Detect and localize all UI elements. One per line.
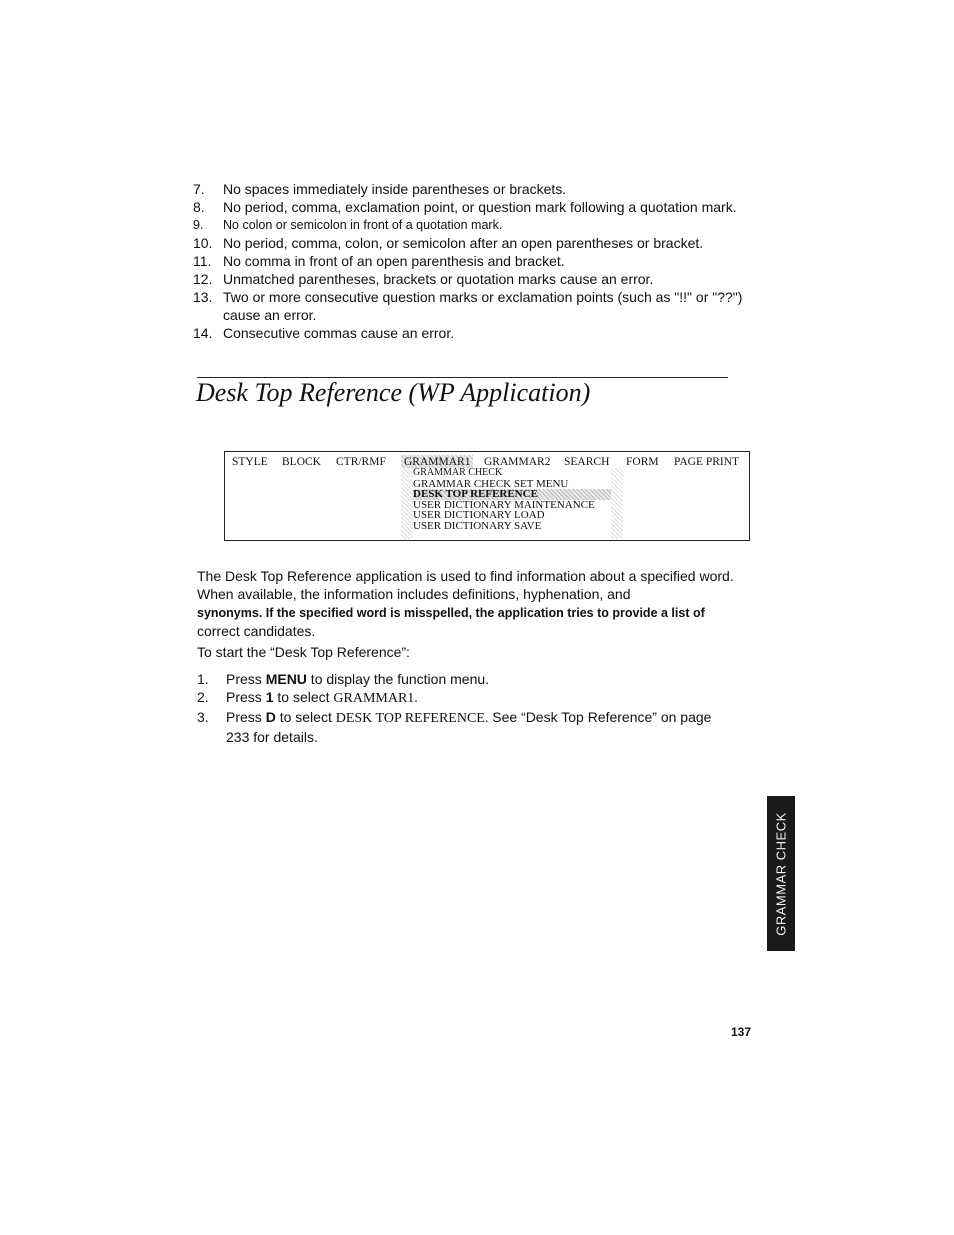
- rule-text: No period, comma, exclamation point, or question mark following a quotation mark.: [223, 199, 737, 215]
- page-number: 137: [731, 1025, 752, 1039]
- step-pre: Press: [226, 709, 266, 725]
- description-paragraph: [197, 567, 757, 640]
- step-key: MENU: [265, 671, 307, 687]
- step-number: 1.: [197, 671, 209, 687]
- rule-text: No spaces immediately inside parentheses or brackets.: [223, 181, 567, 197]
- rule-item: [193, 216, 753, 234]
- step-post: to display the function menu.: [306, 671, 490, 687]
- step-item: [197, 688, 737, 708]
- rule-item: [193, 180, 753, 198]
- step-item: [197, 670, 737, 688]
- menu-item-page-print[interactable]: PAGE PRINT: [674, 456, 740, 468]
- rule-number: 7.: [193, 181, 205, 197]
- rules-list: [193, 180, 753, 342]
- rule-number: 10.: [193, 235, 213, 251]
- step-key: 1: [265, 689, 274, 705]
- dropdown-item-user-dictionary-save[interactable]: USER DICTIONARY SAVE: [413, 519, 542, 532]
- rule-item: [193, 198, 753, 216]
- steps-list: [197, 670, 737, 746]
- rule-text: Consecutive commas cause an error.: [223, 325, 455, 341]
- rule-item: [193, 288, 753, 324]
- section-side-tab: [767, 796, 795, 951]
- menu-item-grammar2[interactable]: GRAMMAR2: [484, 456, 551, 468]
- rule-number: 12.: [193, 271, 213, 287]
- step-post: to select: [275, 709, 336, 725]
- menu-screen: [224, 451, 750, 541]
- rule-number: 11.: [193, 253, 212, 269]
- rule-item: [193, 324, 753, 342]
- rule-number: 8.: [193, 199, 205, 215]
- rule-item: [193, 234, 753, 252]
- step-pre: Press: [226, 671, 266, 687]
- dropdown-items: [413, 468, 611, 539]
- rule-text: No comma in front of an open parenthesis and bracket.: [223, 253, 565, 269]
- step-post: to select: [273, 689, 334, 705]
- rule-text: No colon or semicolon in front of a quotation mark.: [223, 218, 503, 232]
- description-part-2: synonyms. If the specified word is misspelled, the application tries to provide a list of: [197, 606, 705, 620]
- step-menu-name: DESK TOP REFERENCE.: [335, 711, 489, 726]
- rule-item: [193, 252, 753, 270]
- step-item: [197, 708, 737, 746]
- rule-number: 9.: [193, 218, 204, 232]
- step-number: 3.: [197, 709, 209, 725]
- rule-text: No period, comma, colon, or semicolon after an open parentheses or bracket.: [223, 235, 704, 251]
- menu-item-style[interactable]: STYLE: [232, 456, 268, 468]
- dropdown-item-user-dictionary-load[interactable]: USER DICTIONARY LOAD: [413, 509, 545, 521]
- step-number: 2.: [197, 689, 209, 705]
- menu-item-grammar1[interactable]: GRAMMAR1: [401, 455, 473, 469]
- rule-text: Unmatched parentheses, brackets or quotation marks cause an error.: [223, 271, 654, 287]
- step-key: D: [265, 709, 276, 725]
- dropdown-item-desk-top-reference[interactable]: DESK TOP REFERENCE: [413, 489, 611, 500]
- menu-item-block[interactable]: BLOCK: [282, 456, 321, 468]
- rule-number: 13.: [193, 289, 213, 305]
- step-menu-name: GRAMMAR1.: [333, 691, 418, 706]
- menu-item-ctr-rmf[interactable]: CTR/RMF: [336, 456, 386, 468]
- section-heading: Desk Top Reference (WP Application): [196, 378, 591, 407]
- grammar1-dropdown: [401, 468, 623, 539]
- step-tail: See “Desk Top Reference” on page 233 for details.: [226, 709, 712, 745]
- to-start-text: To start the “Desk Top Reference”:: [197, 644, 410, 660]
- description-part-1: The Desk Top Reference application is used to find information about a specified word. When available, the information includes definitions, hyphenation, and: [197, 568, 734, 602]
- rule-item: [193, 270, 753, 288]
- side-tab-label: GRAMMAR CHECK: [773, 811, 789, 936]
- dropdown-item-grammar-check-set-menu[interactable]: GRAMMAR CHECK SET MENU: [413, 477, 569, 490]
- rule-text: Two or more consecutive question marks or exclamation points (such as "!!" or "??") cause an error.: [223, 289, 743, 323]
- description-part-3: correct candidates.: [197, 623, 316, 639]
- dropdown-item-grammar-check[interactable]: GRAMMAR CHECK: [413, 467, 503, 478]
- dropdown-item-user-dictionary-maintenance[interactable]: USER DICTIONARY MAINTENANCE: [413, 498, 595, 511]
- rule-number: 14.: [193, 325, 213, 341]
- menu-item-search[interactable]: SEARCH: [564, 456, 610, 468]
- menu-item-form[interactable]: FORM: [626, 456, 659, 468]
- step-pre: Press: [226, 689, 266, 705]
